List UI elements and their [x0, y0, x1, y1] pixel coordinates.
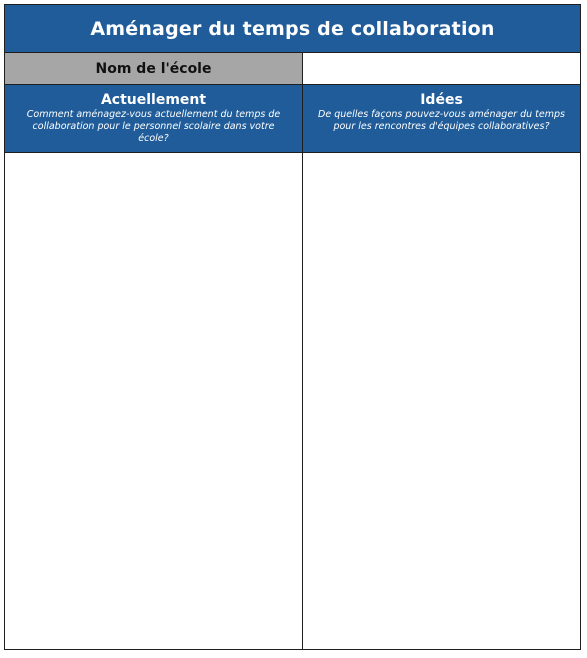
collaboration-worksheet	[4, 4, 581, 650]
column-header-current	[5, 85, 303, 152]
response-row	[5, 153, 580, 649]
column-prompt-current: Comment aménagez-vous actuellement du temps de collaboration pour le personnel scolaire dans votre école?	[26, 109, 281, 144]
school-name-row	[5, 53, 580, 85]
column-heading-ideas: Idées	[420, 92, 463, 108]
school-name-label: Nom de l'école	[5, 53, 303, 84]
column-header-ideas	[303, 85, 580, 152]
school-name-field[interactable]	[303, 53, 580, 84]
column-prompt-ideas: De quelles façons pouvez-vous aménager du temps pour les rencontres d'équipes collaboratives?	[318, 109, 565, 132]
response-area-current[interactable]	[5, 153, 303, 649]
worksheet-title: Aménager du temps de collaboration	[5, 5, 580, 53]
column-heading-current: Actuellement	[100, 92, 207, 108]
response-area-ideas[interactable]	[303, 153, 580, 649]
column-header-row	[5, 85, 580, 153]
